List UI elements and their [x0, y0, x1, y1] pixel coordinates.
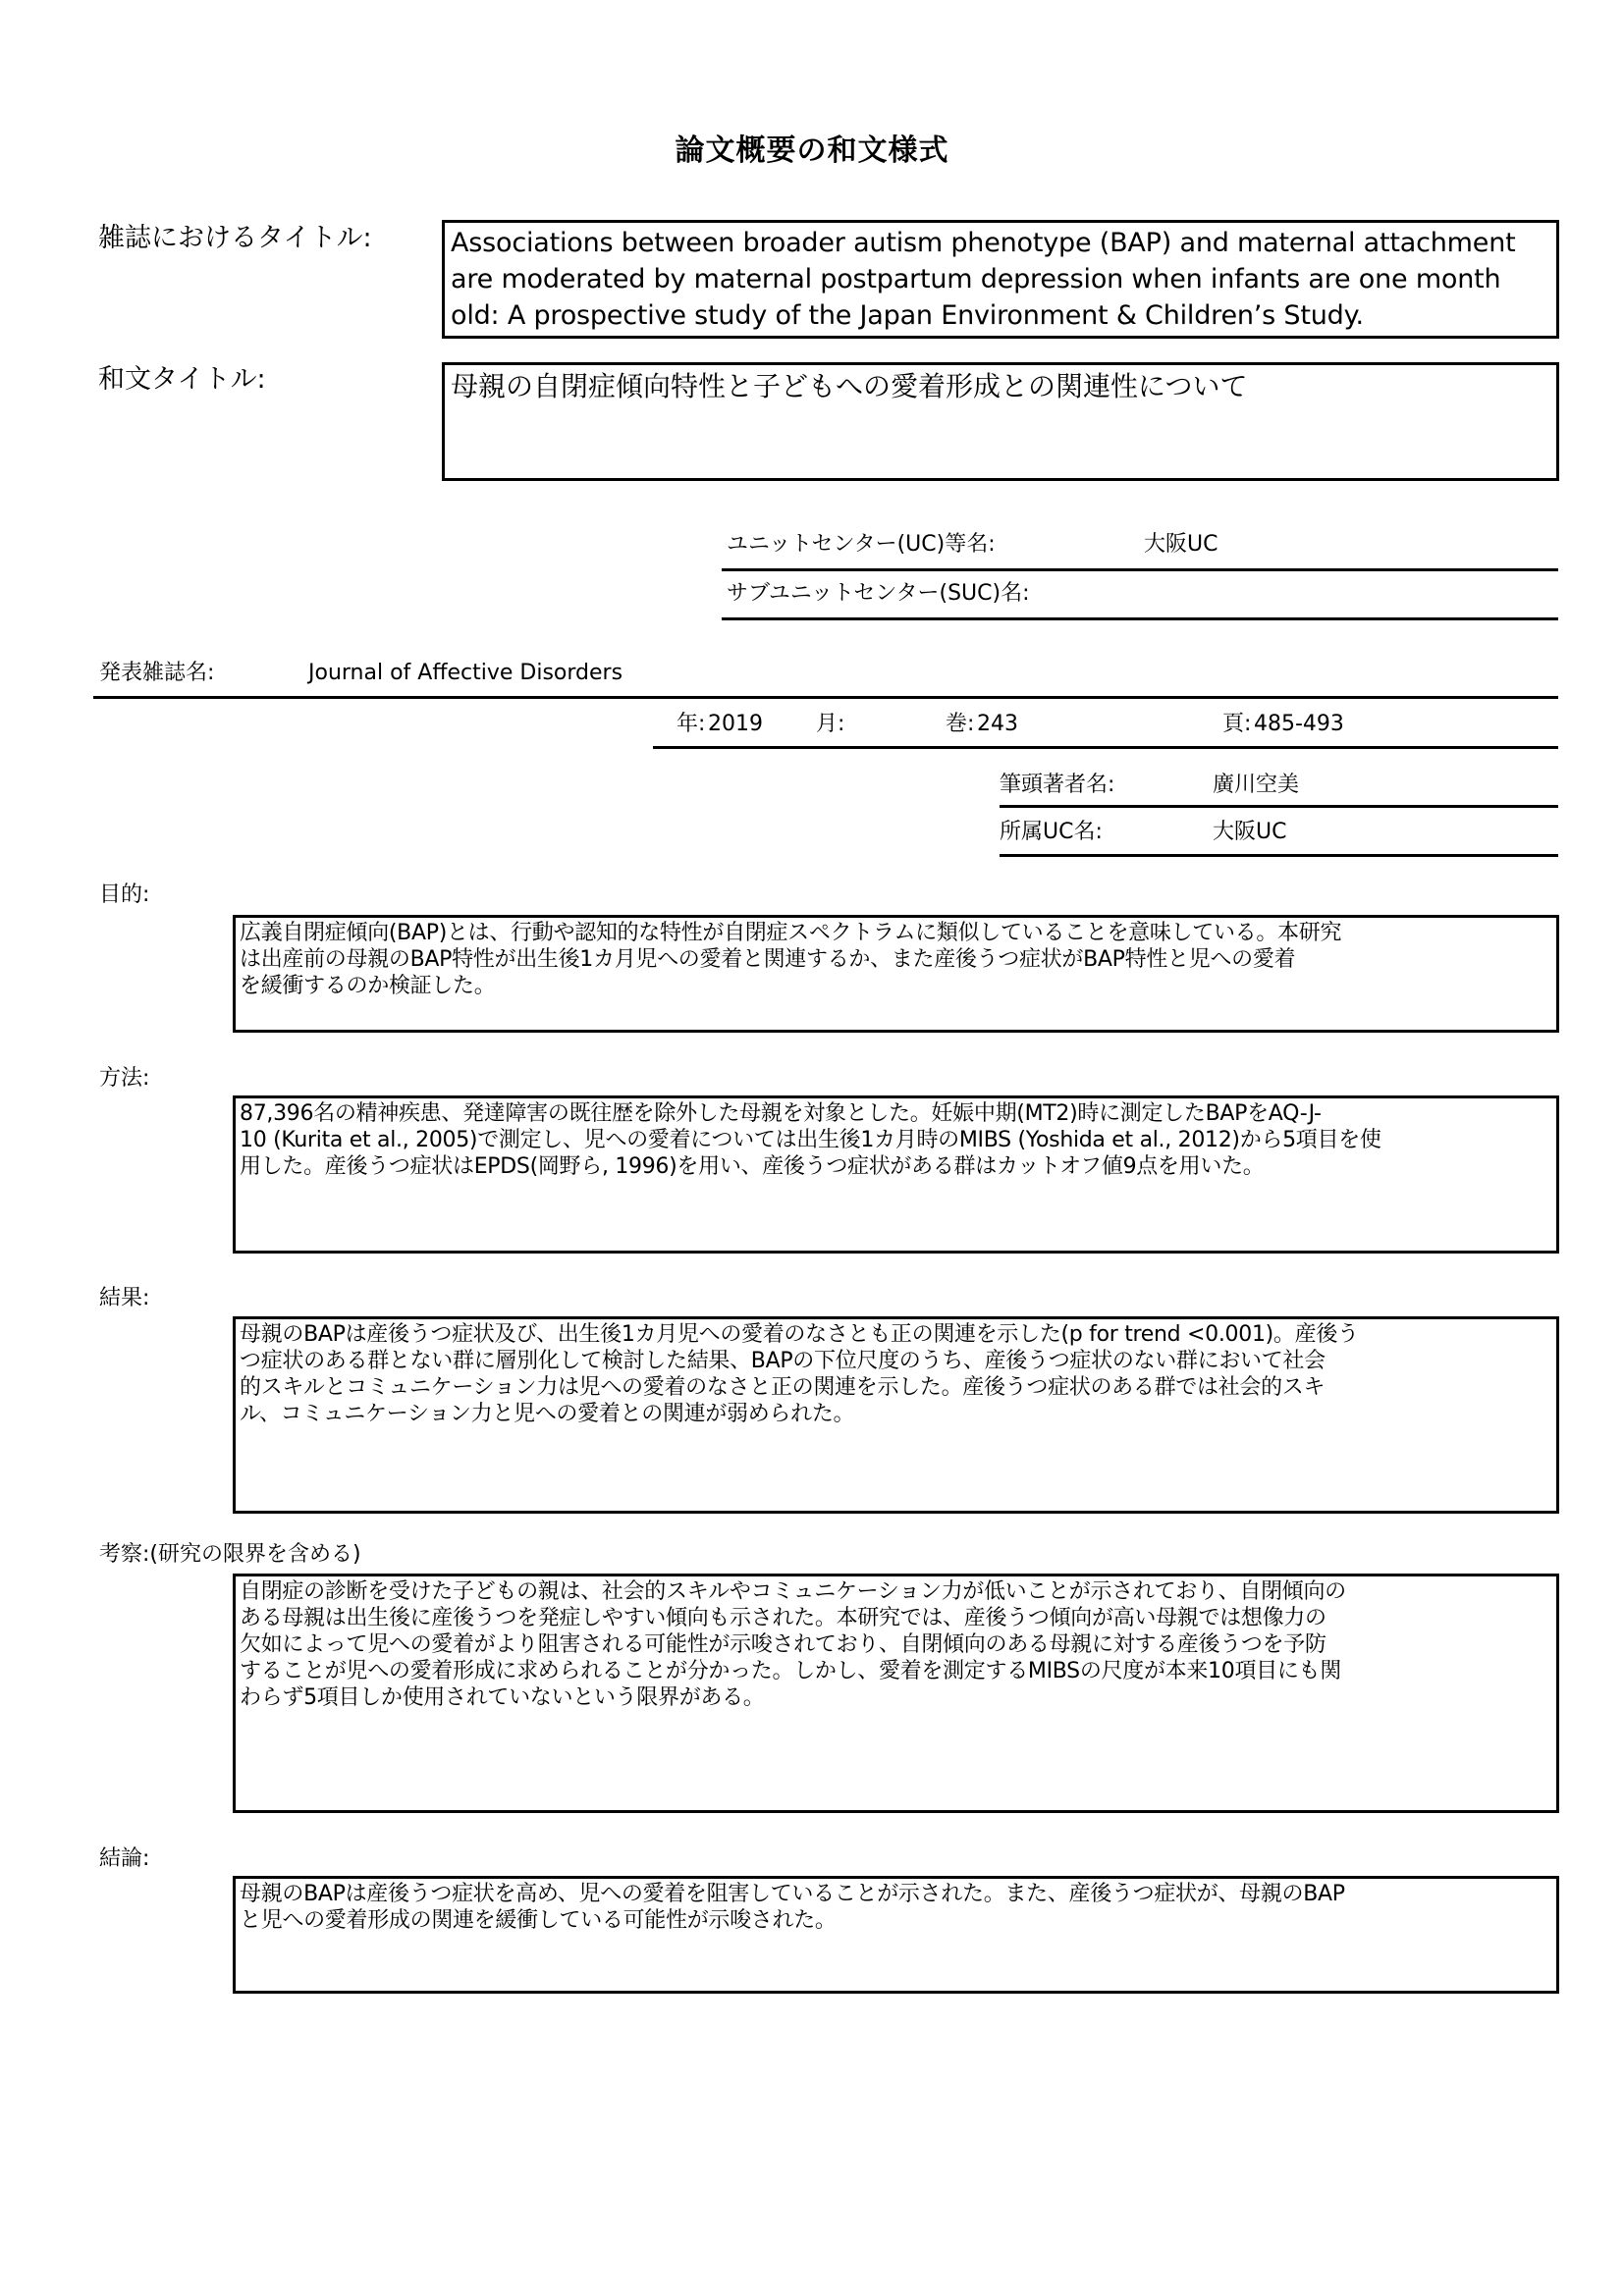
unit-center-underline [722, 568, 1558, 571]
affiliation-uc-value: 大阪UC [1213, 820, 1287, 844]
volume-label: 巻: [946, 712, 975, 736]
results-label: 結果: [99, 1286, 150, 1310]
affiliation-uc-underline [1000, 854, 1558, 857]
objective-label: 目的: [99, 882, 150, 907]
page-title: 論文概要の和文様式 [675, 133, 949, 168]
methods-label: 方法: [99, 1066, 150, 1091]
objective-field[interactable]: 広義自閉症傾向(BAP)とは、行動や認知的な特性が自閉症スペクトラムに類似していることを意味している。本研究 は出産前の母親のBAP特性が出生後1カ月児への愛着と関連するか、また産後うつ症状がBAP特性と児への愛着 を緩衝するのか検証した。 [233, 915, 1559, 1033]
methods-field[interactable]: 87,396名の精神疾患、発達障害の既往歴を除外した母親を対象とした。妊娠中期(MT2)時に測定したBAPをAQ-J- 10 (Kurita et al., 2005)で測定し、児への愛着については出生後1カ月時のMIBS (Yoshida et al., 2012)から5項目を使 用した。産後うつ症状はEPDS(岡野ら, 1996)を用い、産後うつ症状がある群はカットオフ値9点を用いた。 [233, 1095, 1559, 1254]
discussion-label: 考察:(研究の限界を含める) [99, 1542, 361, 1567]
first-author-label: 筆頭著者名: [1000, 773, 1115, 797]
journal-name-underline [93, 696, 1558, 699]
publication-underline [653, 746, 1558, 749]
pages-value: 485-493 [1254, 712, 1344, 736]
results-field[interactable]: 母親のBAPは産後うつ症状及び、出生後1カ月児への愛着のなさとも正の関連を示した(p for trend <0.001)。産後う つ症状のある群とない群に層別化して検討した結果、BAPの下位尺度のうち、産後うつ症状のない群において社会 的スキルとコミュニケーション力は児への愛着のなさと正の関連を示した。産後うつ症状のある群では社会的スキ ル、コミュニケーション力と児への愛着との関連が弱められた。 [233, 1316, 1559, 1514]
volume-value: 243 [977, 712, 1018, 736]
conclusion-field[interactable]: 母親のBAPは産後うつ症状を高め、児への愛着を阻害していることが示された。また、産後うつ症状が、母親のBAP と児への愛着形成の関連を緩衝している可能性が示唆された。 [233, 1876, 1559, 1994]
unit-center-value: 大阪UC [1144, 532, 1218, 557]
year-label: 年: [677, 712, 706, 736]
month-label: 月: [816, 712, 845, 736]
sub-unit-center-underline [722, 617, 1558, 620]
unit-center-label: ユニットセンター(UC)等名: [727, 532, 996, 557]
first-author-value: 廣川空美 [1213, 773, 1300, 797]
pages-label: 頁: [1222, 712, 1252, 736]
sub-unit-center-label: サブユニットセンター(SUC)名: [727, 581, 1030, 606]
affiliation-uc-label: 所属UC名: [1000, 820, 1103, 844]
journal-title-label: 雑誌におけるタイトル: [98, 223, 372, 253]
first-author-underline [1000, 805, 1558, 808]
discussion-field[interactable]: 自閉症の診断を受けた子どもの親は、社会的スキルやコミュニケーション力が低いことが示されており、自閉傾向の ある母親は出生後に産後うつを発症しやすい傾向も示された。本研究では、産後うつ傾向が高い母親では想像力の 欠如によって児への愛着がより阻害される可能性が示唆されており、自閉傾向のある母親に対する産後うつを予防 することが児への愛着形成に求められることが分かった。しかし、愛着を測定するMIBSの尺度が本来10項目にも関 わらず5項目しか使用されていないという限界がある。 [233, 1574, 1559, 1813]
conclusion-label: 結論: [99, 1846, 150, 1871]
japanese-title-field[interactable]: 母親の自閉症傾向特性と子どもへの愛着形成との関連性について [442, 362, 1559, 481]
journal-title-field[interactable]: Associations between broader autism phenotype (BAP) and maternal attachment are moderated by maternal postpartum depression when infants are one month old: A prospective study of the Japan Environment & Children’s Study. [442, 220, 1559, 339]
year-value: 2019 [708, 712, 763, 736]
journal-name-label: 発表雑誌名: [99, 661, 215, 685]
japanese-title-label: 和文タイトル: [98, 364, 266, 395]
journal-name-value: Journal of Affective Disorders [308, 661, 623, 685]
